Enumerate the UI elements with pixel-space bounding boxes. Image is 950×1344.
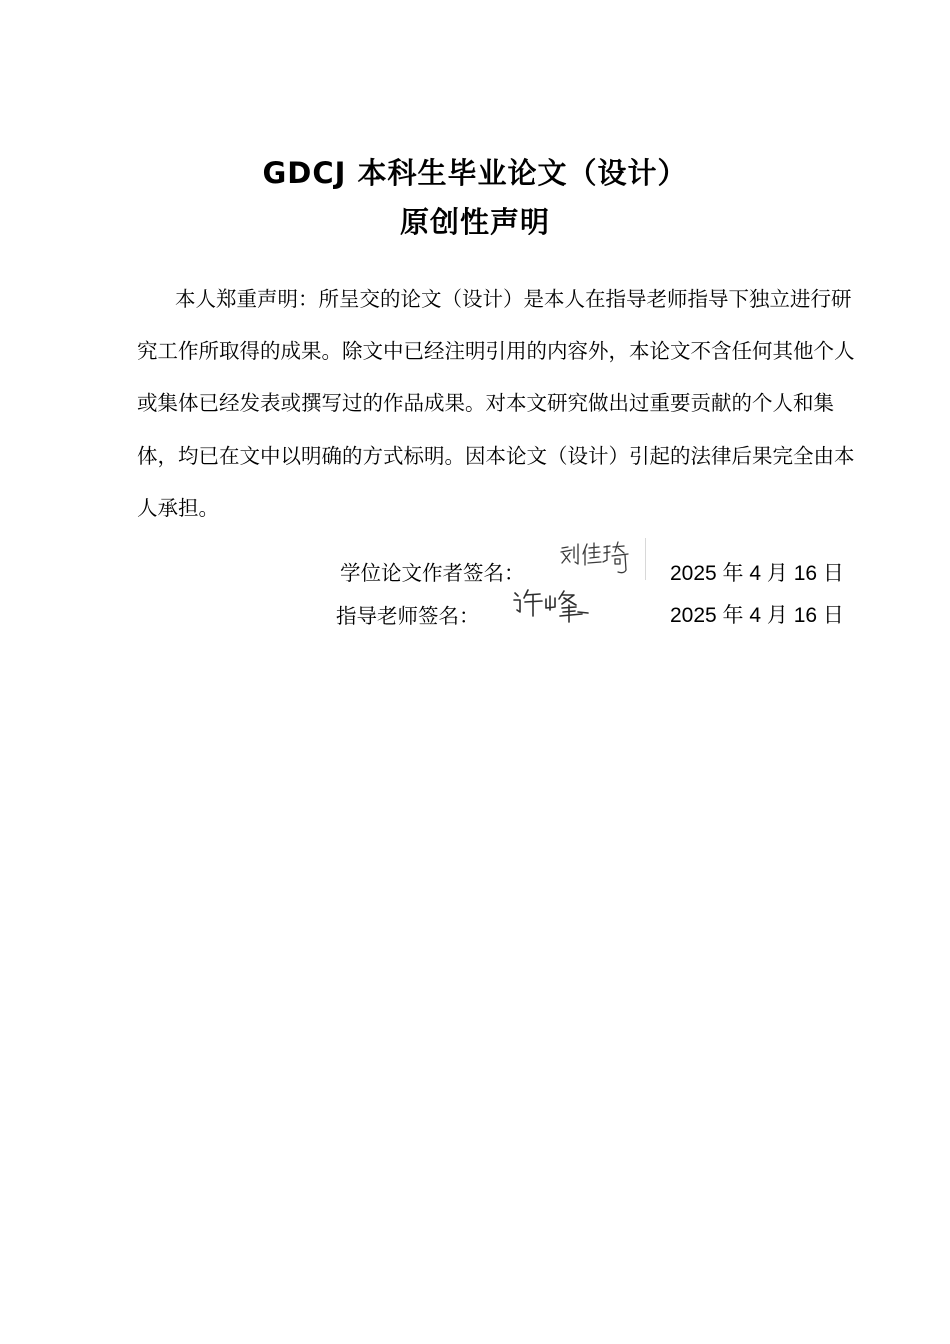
declaration-statement: 本人郑重声明：所呈交的论文（设计）是本人在指导老师指导下独立进行研究工作所取得的成果。除文中已经注明引用的内容外，本论文不含任何其他个人或集体已经发表或撰写过的作品成果。对本文研究做出过重要贡献的个人和集体，均已在文中以明确的方式标明。因本论文（设计）引起的法律后果完全由本人承担。	[137, 287, 855, 520]
document-title: GDCJ 本科生毕业论文（设计）	[262, 156, 688, 190]
advisor-handwritten-signature	[512, 586, 594, 626]
author-handwritten-signature	[558, 538, 638, 580]
advisor-signature-label: 指导老师签名：	[336, 604, 480, 628]
signature-divider	[645, 538, 646, 580]
author-signature-label: 学位论文作者签名：	[340, 561, 525, 585]
advisor-signature-date: 2025 年 4 月 16 日	[670, 604, 844, 627]
author-signature-date: 2025 年 4 月 16 日	[670, 562, 844, 585]
document-subtitle: 原创性声明	[399, 205, 550, 239]
